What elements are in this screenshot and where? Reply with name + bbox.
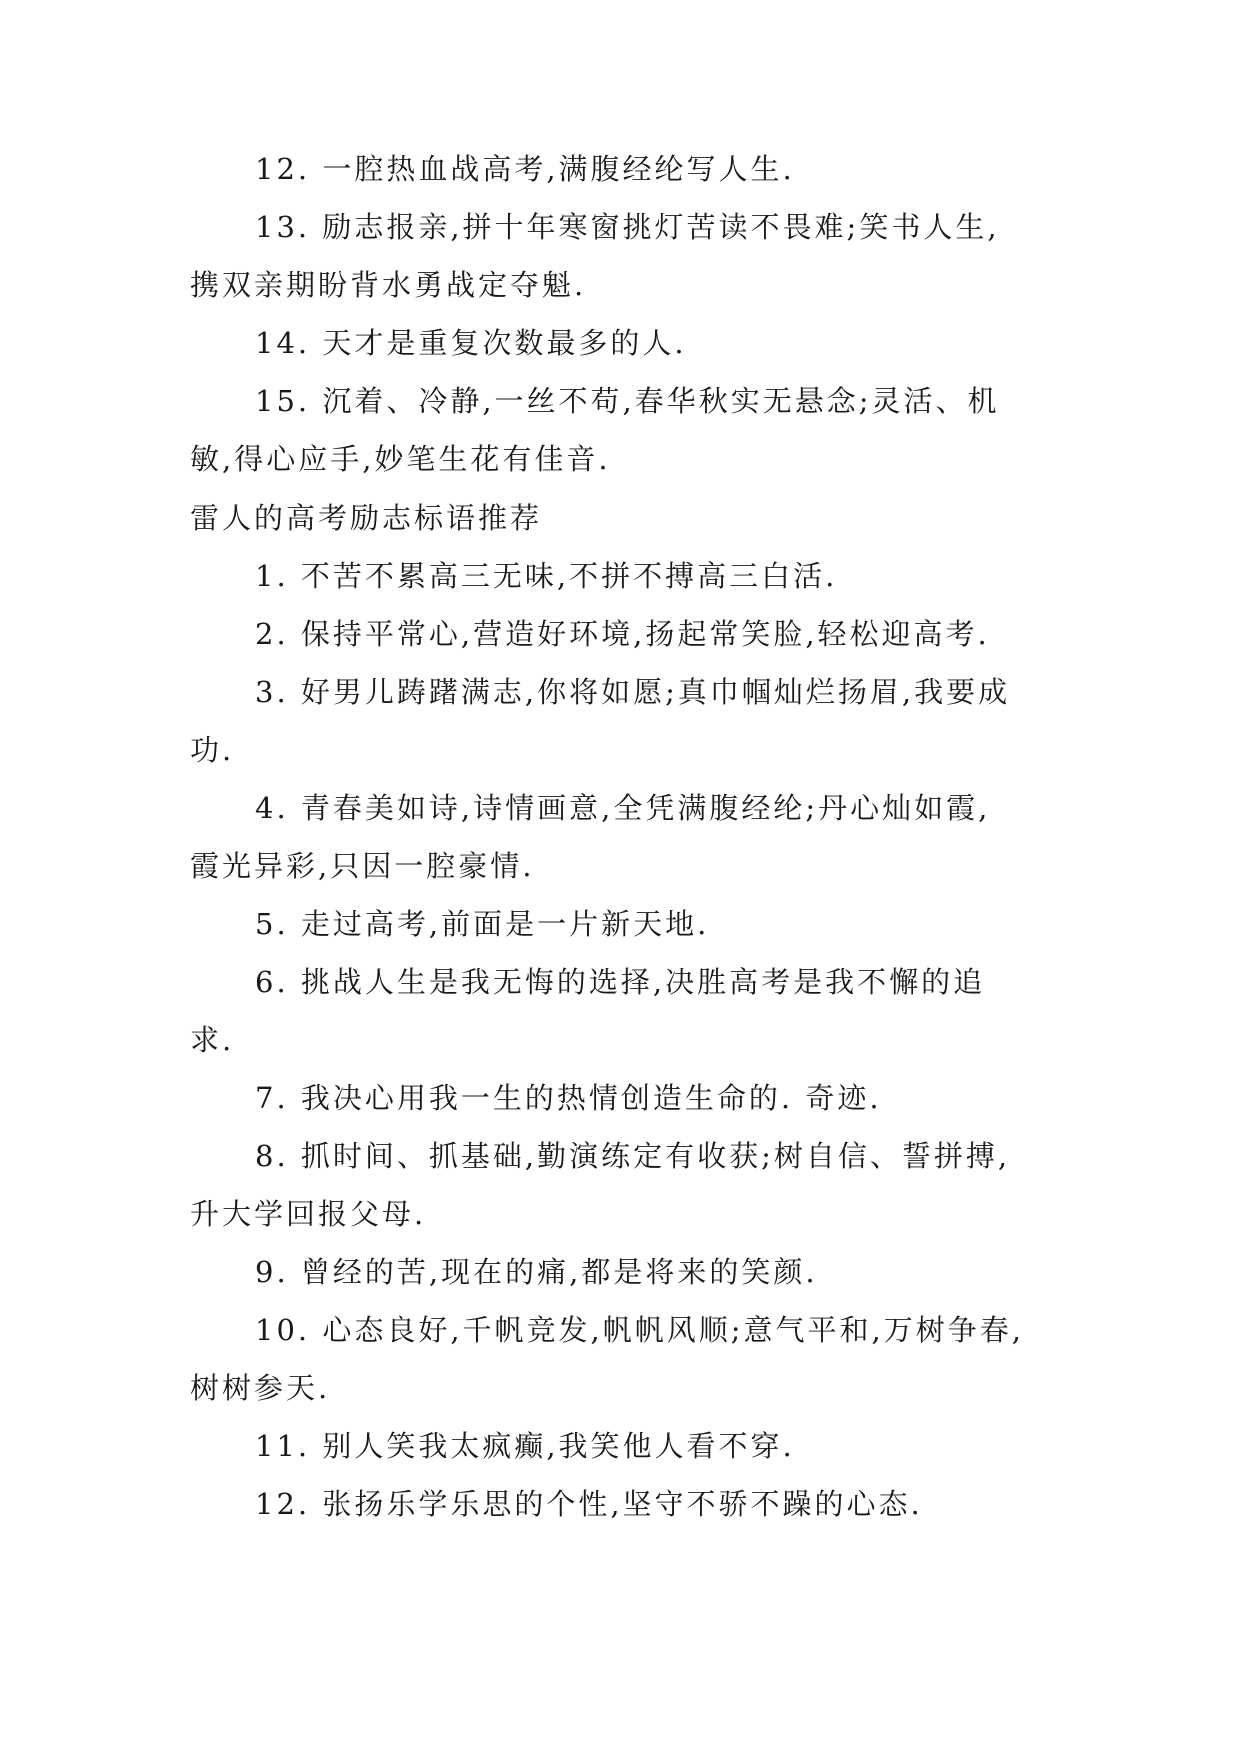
list-item: 4. 青春美如诗,诗情画意,全凭满腹经纶;丹心灿如霞, (255, 791, 991, 825)
section-heading: 雷人的高考励志标语推荐 (190, 501, 543, 535)
list-item: 11. 别人笑我太疯癫,我笑他人看不穿. (255, 1429, 795, 1463)
list-item-continuation: 树树参天. (190, 1371, 331, 1405)
list-item: 2. 保持平常心,营造好环境,扬起常笑脸,轻松迎高考. (255, 617, 990, 651)
list-item: 5. 走过高考,前面是一片新天地. (255, 907, 710, 941)
list-item: 8. 抓时间、抓基础,勤演练定有收获;树自信、誓拼搏, (255, 1139, 1011, 1173)
list-item: 10. 心态良好,千帆竞发,帆帆风顺;意气平和,万树争春, (255, 1313, 1024, 1347)
list-item-continuation: 敏,得心应手,妙笔生花有佳音. (190, 442, 611, 476)
list-item-continuation: 升大学回报父母. (190, 1197, 427, 1231)
list-item: 1. 不苦不累高三无味,不拼不搏高三白活. (255, 559, 838, 593)
list-item: 15. 沉着、冷静,一丝不苟,春华秋实无悬念;灵活、机 (255, 384, 1000, 418)
list-item-continuation: 功. (190, 733, 235, 767)
list-item: 9. 曾经的苦,现在的痛,都是将来的笑颜. (255, 1255, 818, 1289)
list-item-continuation: 霞光异彩,只因一腔豪情. (190, 849, 535, 883)
list-item-continuation: 求. (190, 1023, 235, 1057)
list-item: 7. 我决心用我一生的热情创造生命的. 奇迹. (255, 1081, 882, 1115)
list-item: 6. 挑战人生是我无悔的选择,决胜高考是我不懈的追 (255, 965, 986, 999)
list-item: 3. 好男儿踌躇满志,你将如愿;真巾帼灿烂扬眉,我要成 (255, 675, 1011, 709)
list-item: 13. 励志报亲,拼十年寒窗挑灯苦读不畏难;笑书人生, (255, 210, 1000, 244)
list-item: 12. 张扬乐学乐思的个性,坚守不骄不躁的心态. (255, 1487, 923, 1521)
list-item: 14. 天才是重复次数最多的人. (255, 326, 687, 360)
list-item-continuation: 携双亲期盼背水勇战定夺魁. (190, 268, 587, 302)
list-item: 12. 一腔热血战高考,满腹经纶写人生. (255, 152, 795, 186)
